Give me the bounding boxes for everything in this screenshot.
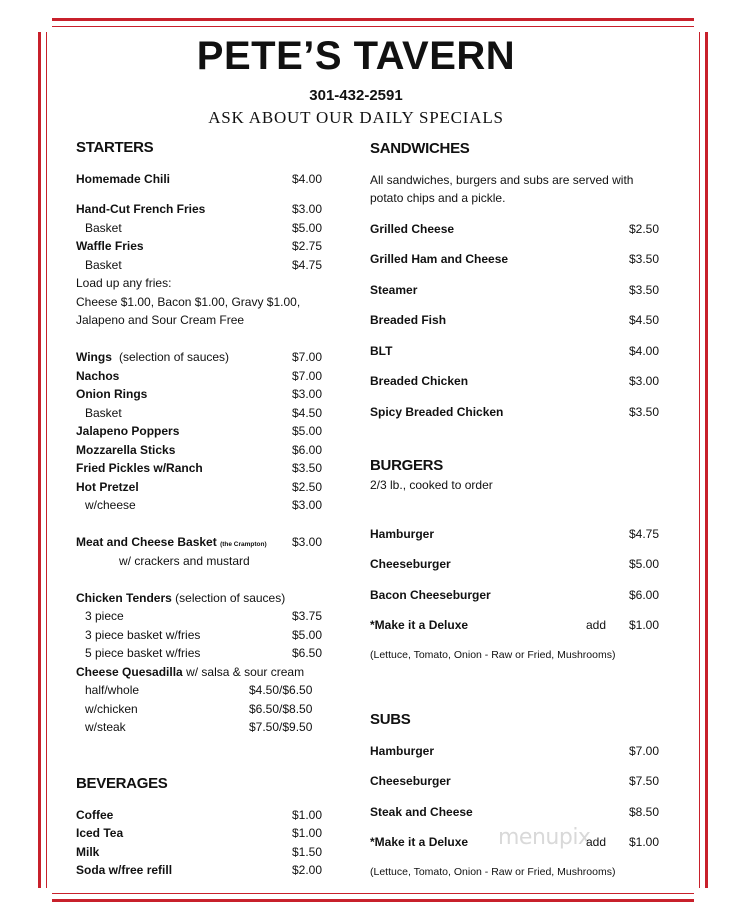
deluxe-note: (Lettuce, Tomato, Onion - Raw or Fried, Mushrooms) <box>370 649 616 661</box>
item-price: $3.50 <box>629 252 660 266</box>
item-price: $1.50 <box>292 845 323 859</box>
item-price: $1.00 <box>292 826 323 840</box>
item-name: Spicy Breaded Chicken <box>370 405 504 419</box>
frame-corner-tr <box>694 18 708 32</box>
item-price: $4.75 <box>629 527 660 541</box>
item-name: Hot Pretzel <box>76 480 139 494</box>
burgers-heading: BURGERS <box>370 457 443 474</box>
item-price: $3.00 <box>292 535 323 549</box>
item-name: 3 piece basket w/fries <box>85 628 201 642</box>
phone-number: 301-432-2591 <box>309 87 403 104</box>
item-name: w/steak <box>85 720 126 734</box>
item-note: (selection of sauces) <box>119 350 230 364</box>
item-price: $6.50 <box>292 646 323 660</box>
item-name: Basket <box>85 406 122 420</box>
burgers-note: 2/3 lb., cooked to order <box>370 478 493 492</box>
item-price: $3.00 <box>629 374 660 388</box>
loadup-note: Load up any fries: <box>76 276 172 290</box>
item-name: Cheese Quesadilla w/ salsa & sour cream <box>76 665 305 679</box>
item-name: Steak and Cheese <box>370 805 473 819</box>
add-label: add <box>586 618 607 632</box>
item-name: 5 piece basket w/fries <box>85 646 201 660</box>
item-name: Nachos <box>76 369 120 383</box>
item-price: $3.00 <box>292 387 323 401</box>
item-name: Soda w/free refill <box>76 863 173 877</box>
item-name: w/cheese <box>85 498 136 512</box>
subs-heading: SUBS <box>370 711 411 728</box>
beverages-heading: BEVERAGES <box>76 775 168 792</box>
item-price: $1.00 <box>292 808 323 822</box>
item-name: Iced Tea <box>76 826 124 840</box>
item-price: $2.00 <box>292 863 323 877</box>
item-price: $8.50 <box>629 805 660 819</box>
item-price: $7.00 <box>629 744 660 758</box>
item-price: $6.00 <box>629 588 660 602</box>
item-name: Hamburger <box>370 744 435 758</box>
sandwiches-note: All sandwiches, burgers and subs are served with <box>370 173 634 187</box>
item-name: *Make it a Deluxe <box>370 618 469 632</box>
item-name: 3 piece <box>85 609 124 623</box>
item-price: $7.00 <box>292 350 323 364</box>
item-name: Coffee <box>76 808 114 822</box>
item-price: $3.00 <box>292 202 323 216</box>
item-price: $6.00 <box>292 443 323 457</box>
item-price: $3.50 <box>629 283 660 297</box>
item-price: $7.50/$9.50 <box>249 720 313 734</box>
menupix-watermark: menupix <box>498 825 591 850</box>
item-price: $4.50 <box>629 313 660 327</box>
item-name: Cheeseburger <box>370 557 451 571</box>
sandwiches-note: potato chips and a pickle. <box>370 191 506 205</box>
item-price: $4.50/$6.50 <box>249 683 313 697</box>
item-price: $3.00 <box>292 498 323 512</box>
item-name: *Make it a Deluxe <box>370 835 469 849</box>
item-name: Grilled Ham and Cheese <box>370 252 509 266</box>
item-name: Milk <box>76 845 100 859</box>
item-name: Breaded Chicken <box>370 374 469 388</box>
deluxe-note: (Lettuce, Tomato, Onion - Raw or Fried, Mushrooms) <box>370 866 616 878</box>
item-name: Bacon Cheeseburger <box>370 588 491 602</box>
item-name: Jalapeno Poppers <box>76 424 180 438</box>
item-price: $7.50 <box>629 774 660 788</box>
item-price: $3.50 <box>629 405 660 419</box>
item-price: $3.75 <box>292 609 323 623</box>
item-price: $4.50 <box>292 406 323 420</box>
item-note: (the Crampton) <box>220 541 267 548</box>
frame-corner-tl <box>38 18 52 32</box>
item-price: $5.00 <box>629 557 660 571</box>
item-name: Hand-Cut French Fries <box>76 202 206 216</box>
item-name: Mozzarella Sticks <box>76 443 176 457</box>
sandwiches-heading: SANDWICHES <box>370 140 470 157</box>
item-name: Steamer <box>370 283 418 297</box>
item-name: Meat and Cheese Basket (the Crampton) <box>76 535 267 549</box>
item-price: $2.75 <box>292 239 323 253</box>
item-price: $5.00 <box>292 424 323 438</box>
item-name: Hamburger <box>370 527 435 541</box>
item-name: half/whole <box>85 683 140 697</box>
item-name: BLT <box>370 344 393 358</box>
specials-subtitle: ASK ABOUT OUR DAILY SPECIALS <box>208 108 504 127</box>
item-name: Homemade Chili <box>76 172 171 186</box>
item-price: $3.50 <box>292 461 323 475</box>
frame-corner-br <box>694 888 708 902</box>
item-name: Basket <box>85 221 122 235</box>
item-note: w/ crackers and mustard <box>119 554 250 568</box>
item-price: $4.00 <box>629 344 660 358</box>
starters-heading: STARTERS <box>76 139 154 156</box>
item-name: w/chicken <box>85 702 138 716</box>
item-price: $1.00 <box>629 618 660 632</box>
item-price: $2.50 <box>629 222 660 236</box>
item-price: $7.00 <box>292 369 323 383</box>
item-name: Basket <box>85 258 122 272</box>
frame-corner-bl <box>38 888 52 902</box>
item-price: $5.00 <box>292 628 323 642</box>
item-name: Wings <box>76 350 112 364</box>
item-price: $4.75 <box>292 258 323 272</box>
item-price: $4.00 <box>292 172 323 186</box>
item-name: Cheeseburger <box>370 774 451 788</box>
item-price: $5.00 <box>292 221 323 235</box>
item-name: Onion Rings <box>76 387 148 401</box>
item-name: Fried Pickles w/Ranch <box>76 461 203 475</box>
add-label: add <box>586 835 607 849</box>
item-name: Breaded Fish <box>370 313 447 327</box>
item-price: $2.50 <box>292 480 323 494</box>
item-note: (selection of sauces) <box>175 591 286 605</box>
menu-title: PETE’S TAVERN <box>196 34 516 78</box>
item-price: $6.50/$8.50 <box>249 702 313 716</box>
loadup-note: Jalapeno and Sour Cream Free <box>76 313 245 327</box>
loadup-note: Cheese $1.00, Bacon $1.00, Gravy $1.00, <box>76 295 301 309</box>
item-note: w/ salsa & sour cream <box>186 665 305 679</box>
item-name: Waffle Fries <box>76 239 144 253</box>
item-name: Chicken Tenders (selection of sauces) <box>76 591 286 605</box>
item-name: Grilled Cheese <box>370 222 455 236</box>
item-price: $1.00 <box>629 835 660 849</box>
